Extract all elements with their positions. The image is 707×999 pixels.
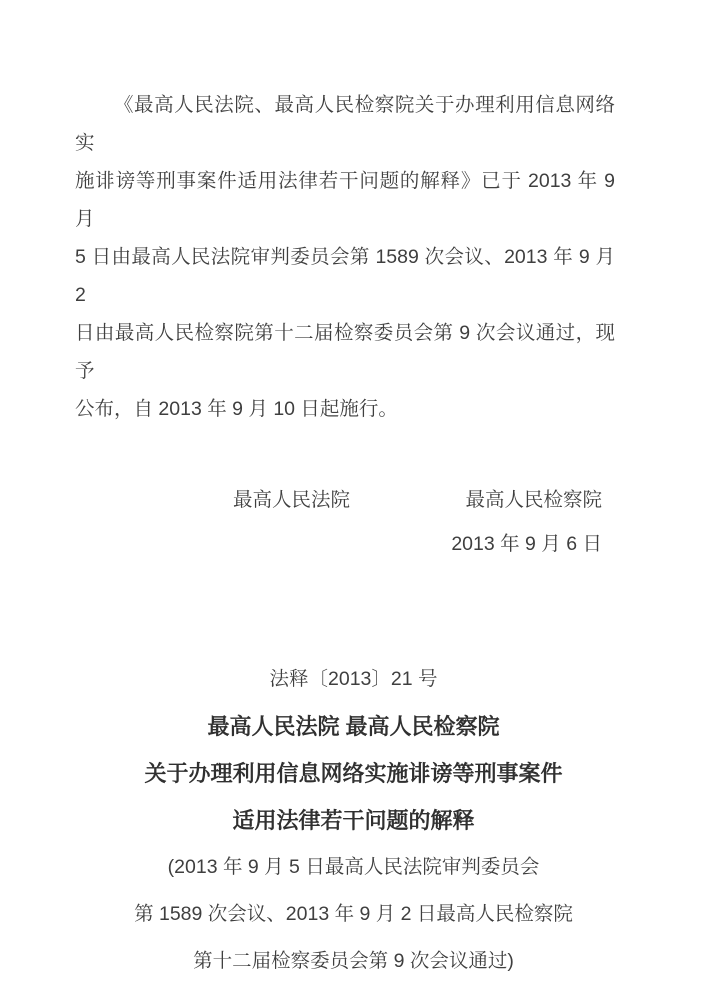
- signature-block: [75, 478, 602, 566]
- issuer-supreme-court: 最高人民法院: [233, 489, 351, 511]
- announcement-line-3: 5 日由最高人民法院审判委员会第 1589 次会议、2013 年 9 月 2: [75, 246, 615, 306]
- announcement-line-1: 《最高人民法院、最高人民检察院关于办理利用信息网络实: [75, 94, 615, 154]
- announcement-line-2: 施诽谤等刑事案件适用法律若干问题的解释》已于 2013 年 9 月: [75, 170, 615, 230]
- announcement-paragraph: [75, 0, 615, 428]
- document-heading: [0, 656, 707, 985]
- doc-number: 法释〔2013〕21 号: [269, 668, 438, 690]
- issuer-supreme-procuratorate: 最高人民检察院: [465, 489, 602, 511]
- signature-date: 2013 年 9 月 6 日: [451, 533, 602, 555]
- issuing-authorities: 最高人民法院 最高人民检察院: [207, 714, 500, 739]
- adoption-note-line-1: (2013 年 9 月 5 日最高人民法院审判委员会: [167, 856, 540, 878]
- announcement-line-4: 日由最高人民检察院第十二届检察委员会第 9 次会议通过，现予: [75, 322, 615, 382]
- doc-title-line-1: 关于办理利用信息网络实施诽谤等刑事案件: [144, 761, 563, 786]
- doc-title-line-2: 适用法律若干问题的解释: [232, 808, 475, 833]
- adoption-note-line-3: 第十二届检察委员会第 9 次会议通过): [193, 950, 514, 972]
- signature-issuers-row: [75, 478, 602, 522]
- announcement-line-5: 公布，自 2013 年 9 月 10 日起施行。: [75, 398, 398, 420]
- adoption-note-line-2: 第 1589 次会议、2013 年 9 月 2 日最高人民检察院: [134, 903, 573, 925]
